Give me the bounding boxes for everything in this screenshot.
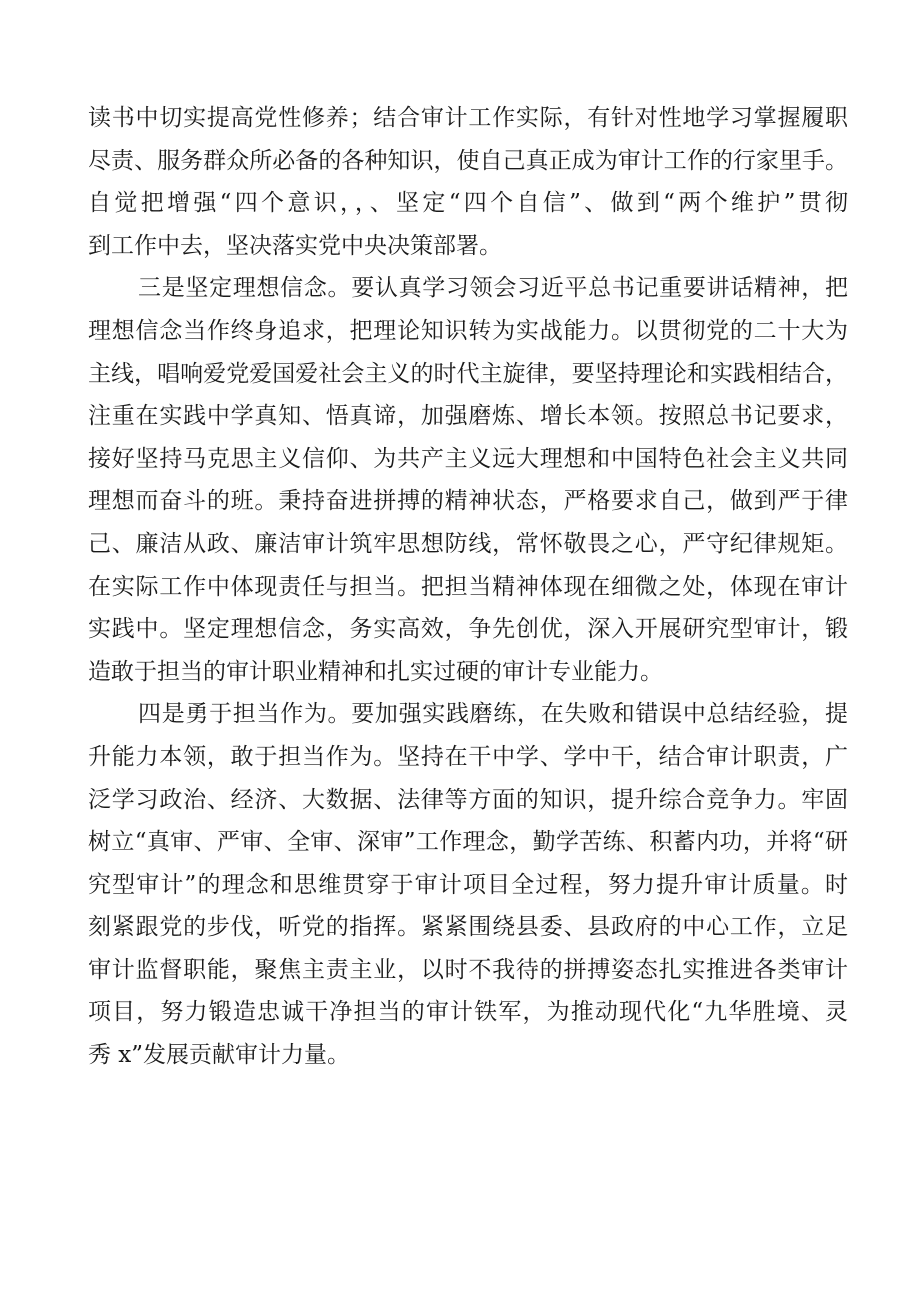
text-line: 注重在实践中学真知、悟真谛，加强磨炼、增长本领。按照总书记要求， [88, 403, 848, 430]
text-line: 泛学习政治、经济、大数据、法律等方面的知识，提升综合竞争力。牢固 [88, 786, 848, 813]
text-line: 三是坚定理想信念。要认真学习领会习近平总书记重要讲话精神，把 [138, 275, 848, 302]
paragraph-three [88, 267, 848, 693]
text-line: 到工作中去，坚决落实党中央决策部署。 [88, 232, 502, 259]
document-body [88, 97, 848, 1077]
text-line: 究型审计”的理念和思维贯穿于审计项目全过程，努力提升审计质量。时 [88, 871, 848, 898]
text-line: 主线，唱响爱党爱国爱社会主义的时代主旋律，要坚持理论和实践相结合， [88, 360, 848, 387]
text-line: 秀 x”发展贡献审计力量。 [88, 1042, 351, 1069]
text-line: 自觉把增强“四个意识，，、坚定“四个自信”、做到“两个维护”贯彻 [88, 190, 848, 217]
text-line: 尽责、服务群众所必备的各种知识，使自己真正成为审计工作的行家里手。 [88, 147, 848, 174]
text-line: 理想信念当作终身追求，把理论知识转为实战能力。以贯彻党的二十大为 [88, 317, 848, 344]
text-line: 接好坚持马克思主义信仰、为共产主义远大理想和中国特色社会主义共同 [88, 445, 848, 472]
text-line: 四是勇于担当作为。要加强实践磨练，在失败和错误中总结经验，提 [138, 701, 848, 728]
text-line: 刻紧跟党的步伐，听党的指挥。紧紧围绕县委、县政府的中心工作，立足 [88, 914, 848, 941]
text-line: 实践中。坚定理想信念，务实高效，争先创优，深入开展研究型审计，锻 [88, 616, 848, 643]
text-line: 己、廉洁从政、廉洁审计筑牢思想防线，常怀敬畏之心，严守纪律规矩。 [88, 530, 848, 557]
text-line: 审计监督职能，聚焦主责主业，以时不我待的拼搏姿态扎实推进各类审计 [88, 956, 848, 983]
text-line: 造敢于担当的审计职业精神和扎实过硬的审计专业能力。 [88, 658, 663, 685]
text-line: 在实际工作中体现责任与担当。把担当精神体现在细微之处，体现在审计 [88, 573, 848, 600]
text-line: 读书中切实提高党性修养；结合审计工作实际，有针对性地学习掌握履职 [88, 105, 848, 131]
paragraph-four [88, 693, 848, 1076]
text-line: 项目，努力锻造忠诚干净担当的审计铁军，为推动现代化“九华胜境、灵 [88, 999, 848, 1026]
text-line: 树立“真审、严审、全审、深审”工作理念，勤学苦练、积蓄内功，并将“研 [88, 829, 848, 856]
text-line: 理想而奋斗的班。秉持奋进拼搏的精神状态，严格要求自己，做到严于律 [88, 488, 848, 515]
text-line: 升能力本领，敢于担当作为。坚持在干中学、学中干，结合审计职责，广 [88, 743, 848, 770]
paragraph-continued [88, 97, 848, 267]
